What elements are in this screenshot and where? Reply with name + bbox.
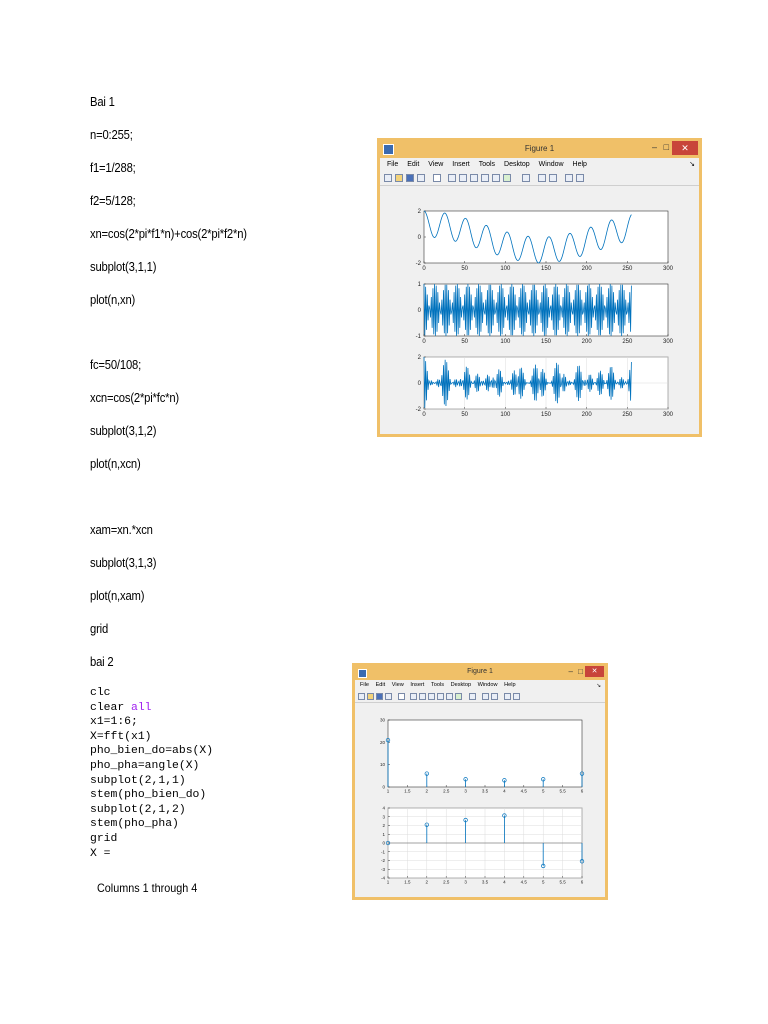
y-tick-label: -2 — [415, 261, 421, 268]
code-keyword: all — [131, 701, 152, 714]
data-cursor-icon[interactable] — [446, 693, 453, 700]
x-tick-label: 200 — [581, 339, 592, 345]
show-plot-tools-icon[interactable] — [576, 174, 584, 182]
x-tick-label: 0 — [422, 412, 426, 418]
y-tick-label: -1 — [415, 334, 421, 341]
x-tick-label: 3 — [464, 879, 467, 885]
link-plot-icon[interactable] — [469, 693, 476, 700]
y-tick-label: 2 — [417, 209, 421, 216]
y-tick-label: 0 — [417, 381, 421, 388]
x-tick-label: 5.5 — [559, 879, 566, 885]
brush-icon[interactable] — [503, 174, 511, 182]
y-tick-label: 2 — [382, 823, 385, 829]
y-tick-label: -3 — [380, 866, 385, 872]
y-tick-label: 0 — [417, 308, 421, 315]
zoom-out-icon[interactable] — [459, 174, 467, 182]
menu-help[interactable]: Help — [504, 682, 516, 688]
y-tick-label: 3 — [382, 814, 385, 820]
doc-line-xam: xam=xn.*xcn — [90, 523, 153, 537]
x-tick-label: 300 — [662, 266, 674, 272]
x-tick-label: 0 — [422, 266, 426, 272]
x-tick-label: 50 — [461, 412, 469, 418]
x-tick-label: 6 — [580, 879, 584, 885]
x-tick-label: 150 — [540, 412, 552, 418]
brush-icon[interactable] — [455, 693, 462, 700]
menu-desktop[interactable]: Desktop — [450, 682, 472, 688]
y-tick-label: 1 — [382, 831, 385, 837]
figure-titlebar[interactable] — [380, 141, 699, 158]
x-tick-label: 0 — [422, 339, 426, 345]
y-tick-label: 1 — [417, 282, 421, 289]
code-line: grid — [90, 832, 118, 845]
code-block — [90, 686, 213, 861]
minimize-icon[interactable]: – — [568, 667, 573, 676]
y-tick-label: 10 — [379, 762, 385, 768]
zoom-in-icon[interactable] — [448, 174, 456, 182]
zoom-out-icon[interactable] — [419, 693, 426, 700]
x-tick-label: 300 — [662, 339, 674, 345]
code-line: clear — [90, 701, 132, 714]
y-tick-label: 0 — [417, 235, 421, 242]
hide-plot-tools-icon[interactable] — [504, 693, 511, 700]
doc-line-plot-xn: plot(n,xn) — [90, 293, 136, 307]
menu-window[interactable]: Window — [538, 161, 564, 168]
figure-toolbar — [355, 691, 605, 703]
menu-desktop[interactable]: Desktop — [504, 161, 530, 168]
y-tick-label: 0 — [382, 784, 385, 790]
menu-dock-arrow-icon[interactable]: ↘ — [596, 683, 601, 689]
x-tick-label: 50 — [461, 339, 469, 345]
x-tick-label: 1 — [386, 788, 390, 794]
x-tick-label: 3.5 — [481, 879, 489, 885]
rotate-icon[interactable] — [437, 693, 444, 700]
figure-window-1 — [377, 138, 702, 437]
pan-icon[interactable] — [428, 693, 435, 700]
x-tick-label: 5.5 — [559, 788, 566, 794]
legend-icon[interactable] — [549, 174, 557, 182]
x-tick-label: 5 — [541, 879, 545, 885]
doc-line-subplot1: subplot(3,1,1) — [90, 260, 157, 274]
figure-window-2 — [352, 663, 608, 900]
menu-dock-arrow-icon[interactable]: ↘ — [689, 161, 695, 168]
doc-line-bai2: bai 2 — [90, 655, 114, 669]
maximize-icon[interactable]: □ — [663, 142, 669, 152]
x-tick-label: 6 — [580, 788, 584, 794]
doc-line-plot-xcn: plot(n,xcn) — [90, 457, 141, 471]
figure1-axes — [380, 186, 699, 434]
doc-line-f1: f1=1/288; — [90, 161, 136, 175]
x-tick-label: 4.5 — [520, 788, 527, 794]
x-tick-label: 5 — [541, 788, 545, 794]
rotate-icon[interactable] — [481, 174, 489, 182]
y-tick-label: -2 — [380, 858, 385, 864]
menu-file[interactable]: File — [387, 161, 399, 168]
print-icon[interactable] — [417, 174, 425, 182]
x-tick-label: 250 — [622, 339, 633, 345]
new-figure-icon[interactable] — [384, 174, 392, 182]
figure-titlebar[interactable] — [355, 666, 605, 680]
save-icon[interactable] — [406, 174, 414, 182]
code-line: stem(pho_pha) — [90, 818, 179, 831]
x-tick-label: 1.5 — [404, 788, 411, 794]
figure-title: Figure 1 — [524, 144, 555, 153]
new-figure-icon[interactable] — [358, 693, 365, 700]
y-tick-label: -1 — [380, 849, 385, 855]
figure-toolbar — [380, 172, 699, 186]
x-tick-label: 4 — [503, 879, 506, 885]
x-tick-label: 200 — [581, 412, 592, 418]
doc-line-subplot2: subplot(3,1,2) — [90, 424, 157, 438]
y-tick-label: 4 — [382, 805, 385, 811]
menu-file[interactable]: File — [360, 682, 370, 688]
code-line: stem(pho_bien_do) — [90, 789, 207, 802]
close-icon[interactable]: ✕ — [672, 141, 698, 155]
x-tick-label: 100 — [500, 339, 511, 345]
x-tick-label: 2 — [425, 788, 429, 794]
colorbar-icon[interactable] — [538, 174, 546, 182]
menu-tools[interactable]: Tools — [478, 161, 496, 168]
doc-line-xn: xn=cos(2*pi*f1*n)+cos(2*pi*f2*n) — [90, 227, 247, 241]
x-tick-label: 250 — [622, 266, 633, 272]
x-tick-label: 4.5 — [520, 879, 527, 885]
menu-edit[interactable]: Edit — [407, 161, 420, 168]
y-tick-label: -4 — [380, 875, 385, 881]
save-icon[interactable] — [376, 693, 383, 700]
close-icon[interactable]: ✕ — [585, 666, 604, 677]
doc-line-plot-xam: plot(n,xam) — [90, 589, 145, 603]
figure-plot-area — [355, 703, 605, 897]
hide-plot-tools-icon[interactable] — [565, 174, 573, 182]
x-tick-label: 100 — [500, 412, 511, 418]
doc-line-n: n=0:255; — [90, 128, 133, 142]
x-tick-label: 200 — [581, 266, 592, 272]
y-tick-label: 0 — [382, 840, 385, 846]
open-file-icon[interactable] — [367, 693, 374, 700]
menu-view[interactable]: View — [391, 682, 404, 688]
doc-line-f2: f2=5/128; — [90, 194, 136, 208]
figure-menubar — [380, 158, 699, 171]
y-tick-label: -2 — [415, 407, 421, 414]
doc-line-xcn: xcn=cos(2*pi*fc*n) — [90, 391, 180, 405]
print-icon[interactable] — [385, 693, 392, 700]
menu-view[interactable]: View — [428, 161, 444, 168]
x-tick-label: 100 — [500, 266, 511, 272]
minimize-icon[interactable]: – — [651, 142, 657, 152]
x-tick-label: 150 — [540, 266, 552, 272]
pointer-icon[interactable] — [433, 174, 441, 182]
data-cursor-icon[interactable] — [492, 174, 500, 182]
x-tick-label: 4 — [503, 788, 506, 794]
x-tick-label: 50 — [461, 266, 469, 272]
y-tick-label: 2 — [417, 355, 421, 362]
code-line: subplot(2,1,1) — [90, 774, 186, 787]
colorbar-icon[interactable] — [482, 693, 489, 700]
menu-insert[interactable]: Insert — [410, 682, 425, 688]
code-line: clc — [90, 687, 111, 699]
figure2-axes — [355, 703, 605, 897]
x-tick-label: 1.5 — [404, 879, 411, 885]
open-file-icon[interactable] — [395, 174, 403, 182]
menu-insert[interactable]: Insert — [452, 161, 470, 168]
code-line: x1=1:6; — [90, 716, 138, 729]
figure-plot-area — [380, 186, 699, 434]
show-plot-tools-icon[interactable] — [513, 693, 520, 700]
x-tick-label: 2 — [425, 879, 429, 885]
figure-title: Figure 1 — [467, 668, 493, 675]
axes-box — [424, 211, 668, 263]
code-line: subplot(2,1,2) — [90, 803, 186, 816]
menu-tools[interactable]: Tools — [430, 682, 444, 688]
x-tick-label: 3 — [464, 788, 467, 794]
menu-window[interactable]: Window — [477, 682, 498, 688]
zoom-in-icon[interactable] — [410, 693, 417, 700]
x-tick-label: 150 — [540, 339, 552, 345]
x-tick-label: 250 — [622, 412, 633, 418]
pointer-icon[interactable] — [398, 693, 405, 700]
x-tick-label: 3.5 — [481, 788, 489, 794]
x-tick-label: 2.5 — [443, 879, 450, 885]
y-tick-label: 20 — [379, 739, 385, 745]
x-tick-label: 2.5 — [443, 788, 450, 794]
maximize-icon[interactable]: □ — [578, 667, 583, 676]
y-tick-label: 30 — [379, 717, 385, 723]
link-plot-icon[interactable] — [522, 174, 530, 182]
code-line: pho_bien_do=abs(X) — [90, 745, 214, 758]
code-line: pho_pha=angle(X) — [90, 759, 200, 772]
doc-line-bai1: Bai 1 — [90, 95, 115, 109]
doc-line-subplot3: subplot(3,1,3) — [90, 556, 157, 570]
columns-label: Columns 1 through 4 — [97, 881, 198, 895]
x-tick-label: 300 — [662, 412, 674, 418]
code-line: X=fft(x1) — [90, 730, 152, 743]
menu-help[interactable]: Help — [572, 161, 587, 168]
doc-line-fc: fc=50/108; — [90, 358, 142, 372]
menu-edit[interactable]: Edit — [375, 682, 386, 688]
x-tick-label: 1 — [386, 879, 390, 885]
doc-line-grid: grid — [90, 622, 109, 636]
code-line: X = — [90, 847, 111, 860]
pan-icon[interactable] — [470, 174, 478, 182]
legend-icon[interactable] — [491, 693, 498, 700]
figure-menubar — [355, 680, 605, 691]
axes-box — [388, 720, 582, 787]
